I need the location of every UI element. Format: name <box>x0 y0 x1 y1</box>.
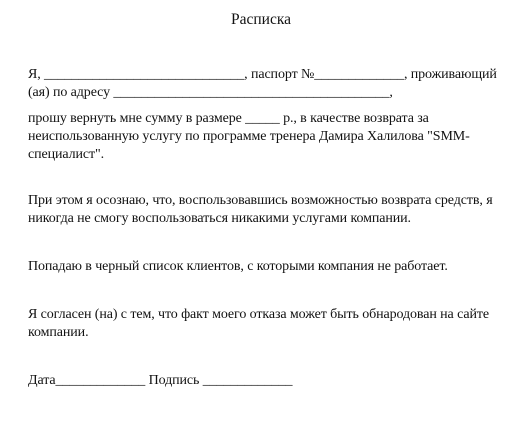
text-line-address: (ая) по адресу ________________________________________, <box>28 85 393 100</box>
document-title: Расписка <box>230 11 292 28</box>
text-line-service: неиспользованную услугу по программе тренера Дамира Халилова "SMM- <box>28 129 470 144</box>
text-line-company: компании. <box>28 325 89 340</box>
text-line-name-passport: Я, _____________________________, паспорт №_____________, проживающий <box>28 67 497 82</box>
date-signature-line: Дата_____________ Подпись _____________ <box>28 373 293 388</box>
text-line-consent: Я согласен (на) с тем, что факт моего отказа может быть обнародован на сайте <box>28 307 489 322</box>
text-line-blacklist: Попадаю в черный список клиентов, с которыми компания не работает. <box>28 259 448 274</box>
text-line-no-services: никогда не смогу воспользоваться никакими услугами компании. <box>28 211 411 226</box>
text-line-acknowledgement: При этом я осознаю, что, воспользовавшись возможностью возврата средств, я <box>28 193 493 208</box>
text-line-program: специалист". <box>28 147 105 162</box>
text-line-refund-amount: прошу вернуть мне сумму в размере _____ р., в качестве возврата за <box>28 111 429 126</box>
